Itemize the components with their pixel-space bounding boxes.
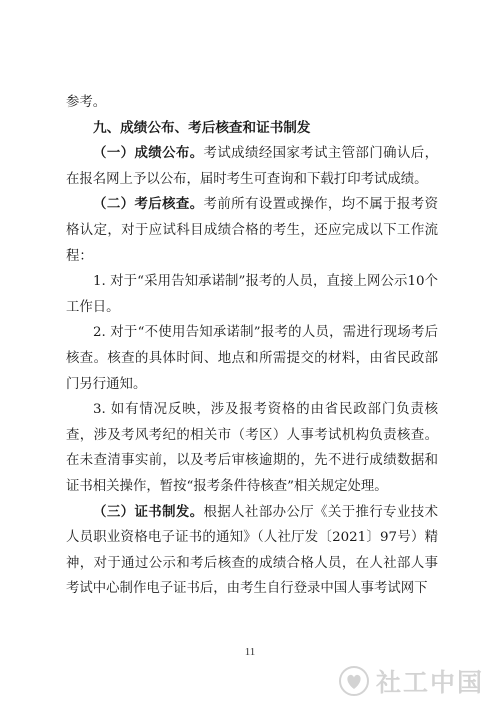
list-item-2: 2. 对于“不使用告知承诺制”报考的人员，需进行现场考后核查。核查的具体时间、地点和所需提交的材料，由省民政部门另行通知。 [66, 325, 438, 392]
continuation-line: 参考。 [66, 95, 107, 110]
list-item-3: 3. 如有情况反映，涉及报考资格的由省民政部门负责核查，涉及考风考纪的相关市（考区）人事考试机构负责核查。在未查清事实前，以及考后审核逾期的，先不进行成绩数据和证书相关操作，暂按“报考条件待核查”相关规定处理。 [66, 402, 438, 494]
paragraph-label: （三）证书制发。 [93, 503, 204, 520]
paragraph-label: （一）成绩公布。 [93, 145, 204, 162]
paragraph-score-release [66, 141, 438, 192]
paragraph-certificate [66, 500, 438, 602]
paragraph-post-exam-check [66, 192, 438, 269]
heart-hands-logo-icon [338, 665, 370, 697]
list-item-1: 1. 对于“采用告知承诺制”报考的人员，直接上网公示10个工作日。 [66, 274, 438, 315]
page-body [66, 90, 438, 602]
page-number: 11 [244, 646, 256, 658]
paragraph-text: 根据人社部办公厅《关于推行专业技术人员职业资格电子证书的通知》（人社厅发〔2021〕97号）精神，对于通过公示和考后核查的成绩合格人员，在人社部人事考试中心制作电子证书后，由考生自行登录中国人事考试网下 [66, 504, 439, 597]
section-heading: 九、成绩公布、考后核查和证书制发 [93, 119, 311, 136]
watermark [338, 662, 488, 700]
watermark-text: 社工中国 [376, 668, 485, 697]
paragraph-text: 考前所有设置或操作，均不属于报考资格认定，对于应试科目成绩合格的考生，还应完成以下工作流程： [66, 197, 439, 264]
paragraph-label: （二）考后核查。 [93, 196, 204, 213]
paragraph-text: 考试成绩经国家考试主管部门确认后，在报名网上予以公布，届时考生可查询和下载打印考试成绩。 [66, 146, 439, 187]
